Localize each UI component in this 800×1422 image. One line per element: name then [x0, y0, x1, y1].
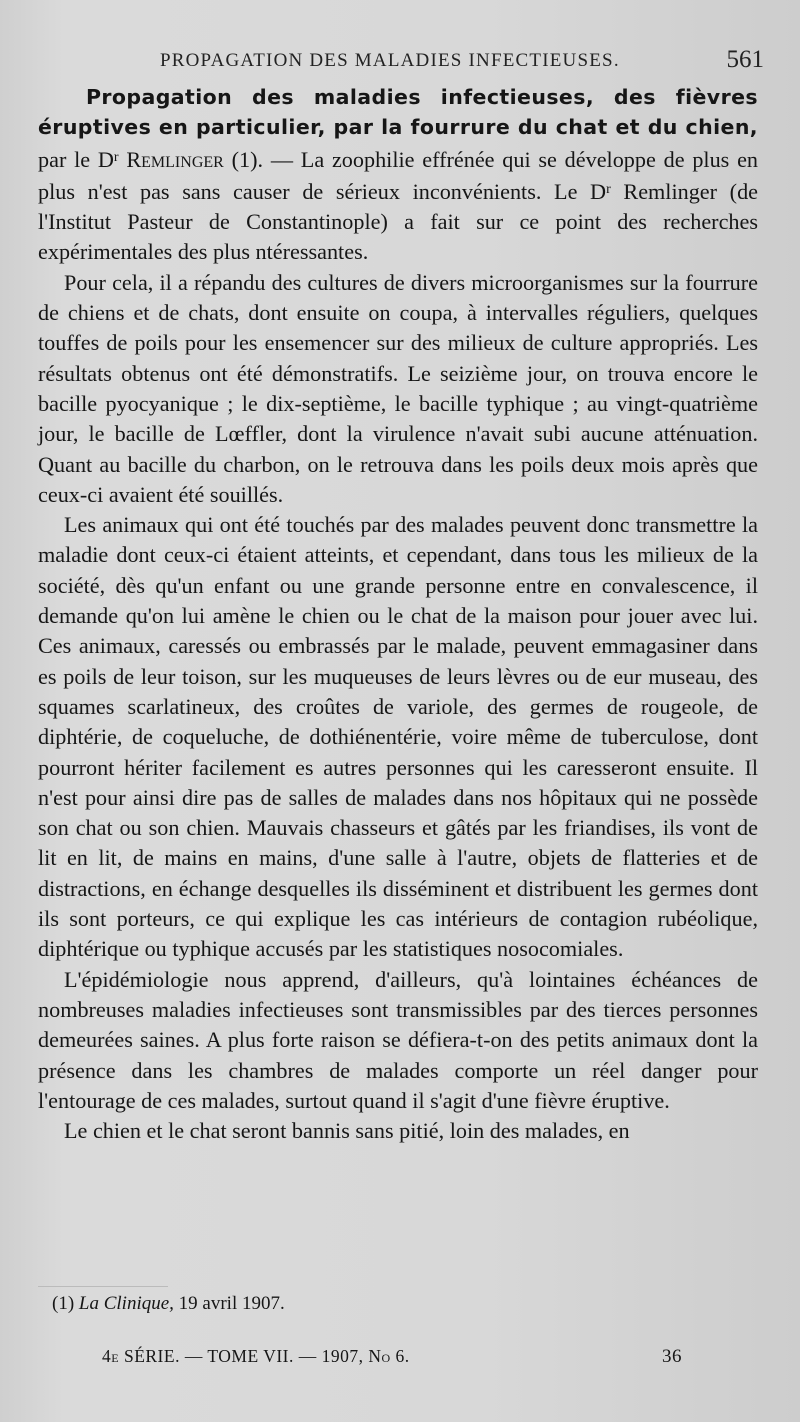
- byline-author: Remlinger: [126, 146, 224, 172]
- paragraph-animals: Les animaux qui ont été touchés par des malades peuvent donc transmettre la maladie dont ceux-ci étaient atteints, et cependant, dans tous les milieux de la société, dès qu'un enfant ou une grande personne entre en convalescence, il demande qu'on lui amène le chien ou le chat de la maison pour jouer avec lui. Ces animaux, caressés ou embrassés par le malade, peuvent emmagasiner dans es poils de leur toison, sur les muqueuses de leurs lèvres ou de eur museau, des squames scarlatineux, des croûtes de variole, des germes de rougeole, de diphtérie, de coqueluche, de dothiénentérie, voire même de tuberculose, dont pourront hériter facilement es autres personnes qui les caresseront ensuite. Il n'est pour ainsi dire pas de salles de malades dans nos hôpitaux qui ne possède son chat ou son chien. Mauvais chasseurs et gâtés par les friandises, ils vont de lit en lit, de mains en mains, d'une salle à l'autre, objets de flatteries et de distractions, en échange desquelles ils disséminent et distribuent les germes dont ils sont porteurs, ce qui explique les cas intérieurs de contagion rubéolique, diphtérique ou typhique accusés par les statistiques nosocomiales.: [38, 512, 758, 962]
- footnote-date: 19 avril 1907.: [178, 1293, 285, 1314]
- article-heading: Propagation des maladies infectieuses, des fièvres éruptives en particulier, par la fourrure du chat et du chien,: [38, 85, 758, 140]
- footnote-source: La Clinique,: [78, 1293, 174, 1314]
- paragraph-epidemiology: L'épidémiologie nous apprend, d'ailleurs, qu'à lointaines échéances de nombreuses maladies infectieuses sont transmissibles par des tierces personnes demeurées saines. A plus forte raison se défiera-t-on des petits animaux dont la présence dans les chambres de malades comporte un réel danger pour l'entourage de ces malades, surtout quand il s'agit d'une fièvre éruptive.: [38, 966, 758, 1113]
- footnote: [52, 1292, 752, 1316]
- footnote-ref: (1).: [231, 146, 264, 172]
- sheet-number: 36: [662, 1346, 682, 1367]
- intro-paragraph: [38, 82, 758, 268]
- byline-sup: r: [113, 149, 119, 165]
- paragraph-conclusion: Le chien et le chat seront bannis sans pitié, loin des malades, en: [64, 1118, 630, 1144]
- running-head: [160, 46, 764, 76]
- footnote-rule: [38, 1286, 168, 1287]
- running-title: PROPAGATION DES MALADIES INFECTIEUSES.: [160, 50, 620, 71]
- intro-text: — La zoophilie effrénée qui se développe de plus en plus n'est pas sans causer de sérieux inconvénients. Le D: [38, 146, 759, 204]
- byline-prefix: par le D: [38, 146, 114, 172]
- article-body: [38, 82, 758, 1146]
- footnote-marker: (1): [52, 1293, 75, 1314]
- page-number: 561: [726, 46, 764, 73]
- series-info: 4e SÉRIE. — TOME VII. — 1907, No 6.: [102, 1346, 410, 1366]
- paragraph-cultures: Pour cela, il a répandu des cultures de divers microorganismes sur la fourrure de chiens et de chats, dont ensuite on coupa, à intervalles réguliers, quelques touffes de poils pour les ensemencer sur des milieux de culture appropriés. Les résultats obtenus ont été démonstratifs. Le seizième jour, on trouva encore le bacille pyocyanique ; le dix-septième, le bacille typhique ; au vingt-quatrième jour, le bacille de Lœffler, dont la virulence n'avait subi aucune atténuation. Quant au bacille du charbon, on le retrouva dans les poils deux mois après que ceux-ci avaient été souillés.: [38, 269, 758, 507]
- printer-signature: [102, 1346, 682, 1372]
- intro-sup: r: [606, 181, 611, 197]
- intro-text-continued: Remlinger (de l'Institut Pasteur de Constantinople) a fait sur ce point des recherches expérimentales des plus ntéressantes.: [38, 178, 759, 265]
